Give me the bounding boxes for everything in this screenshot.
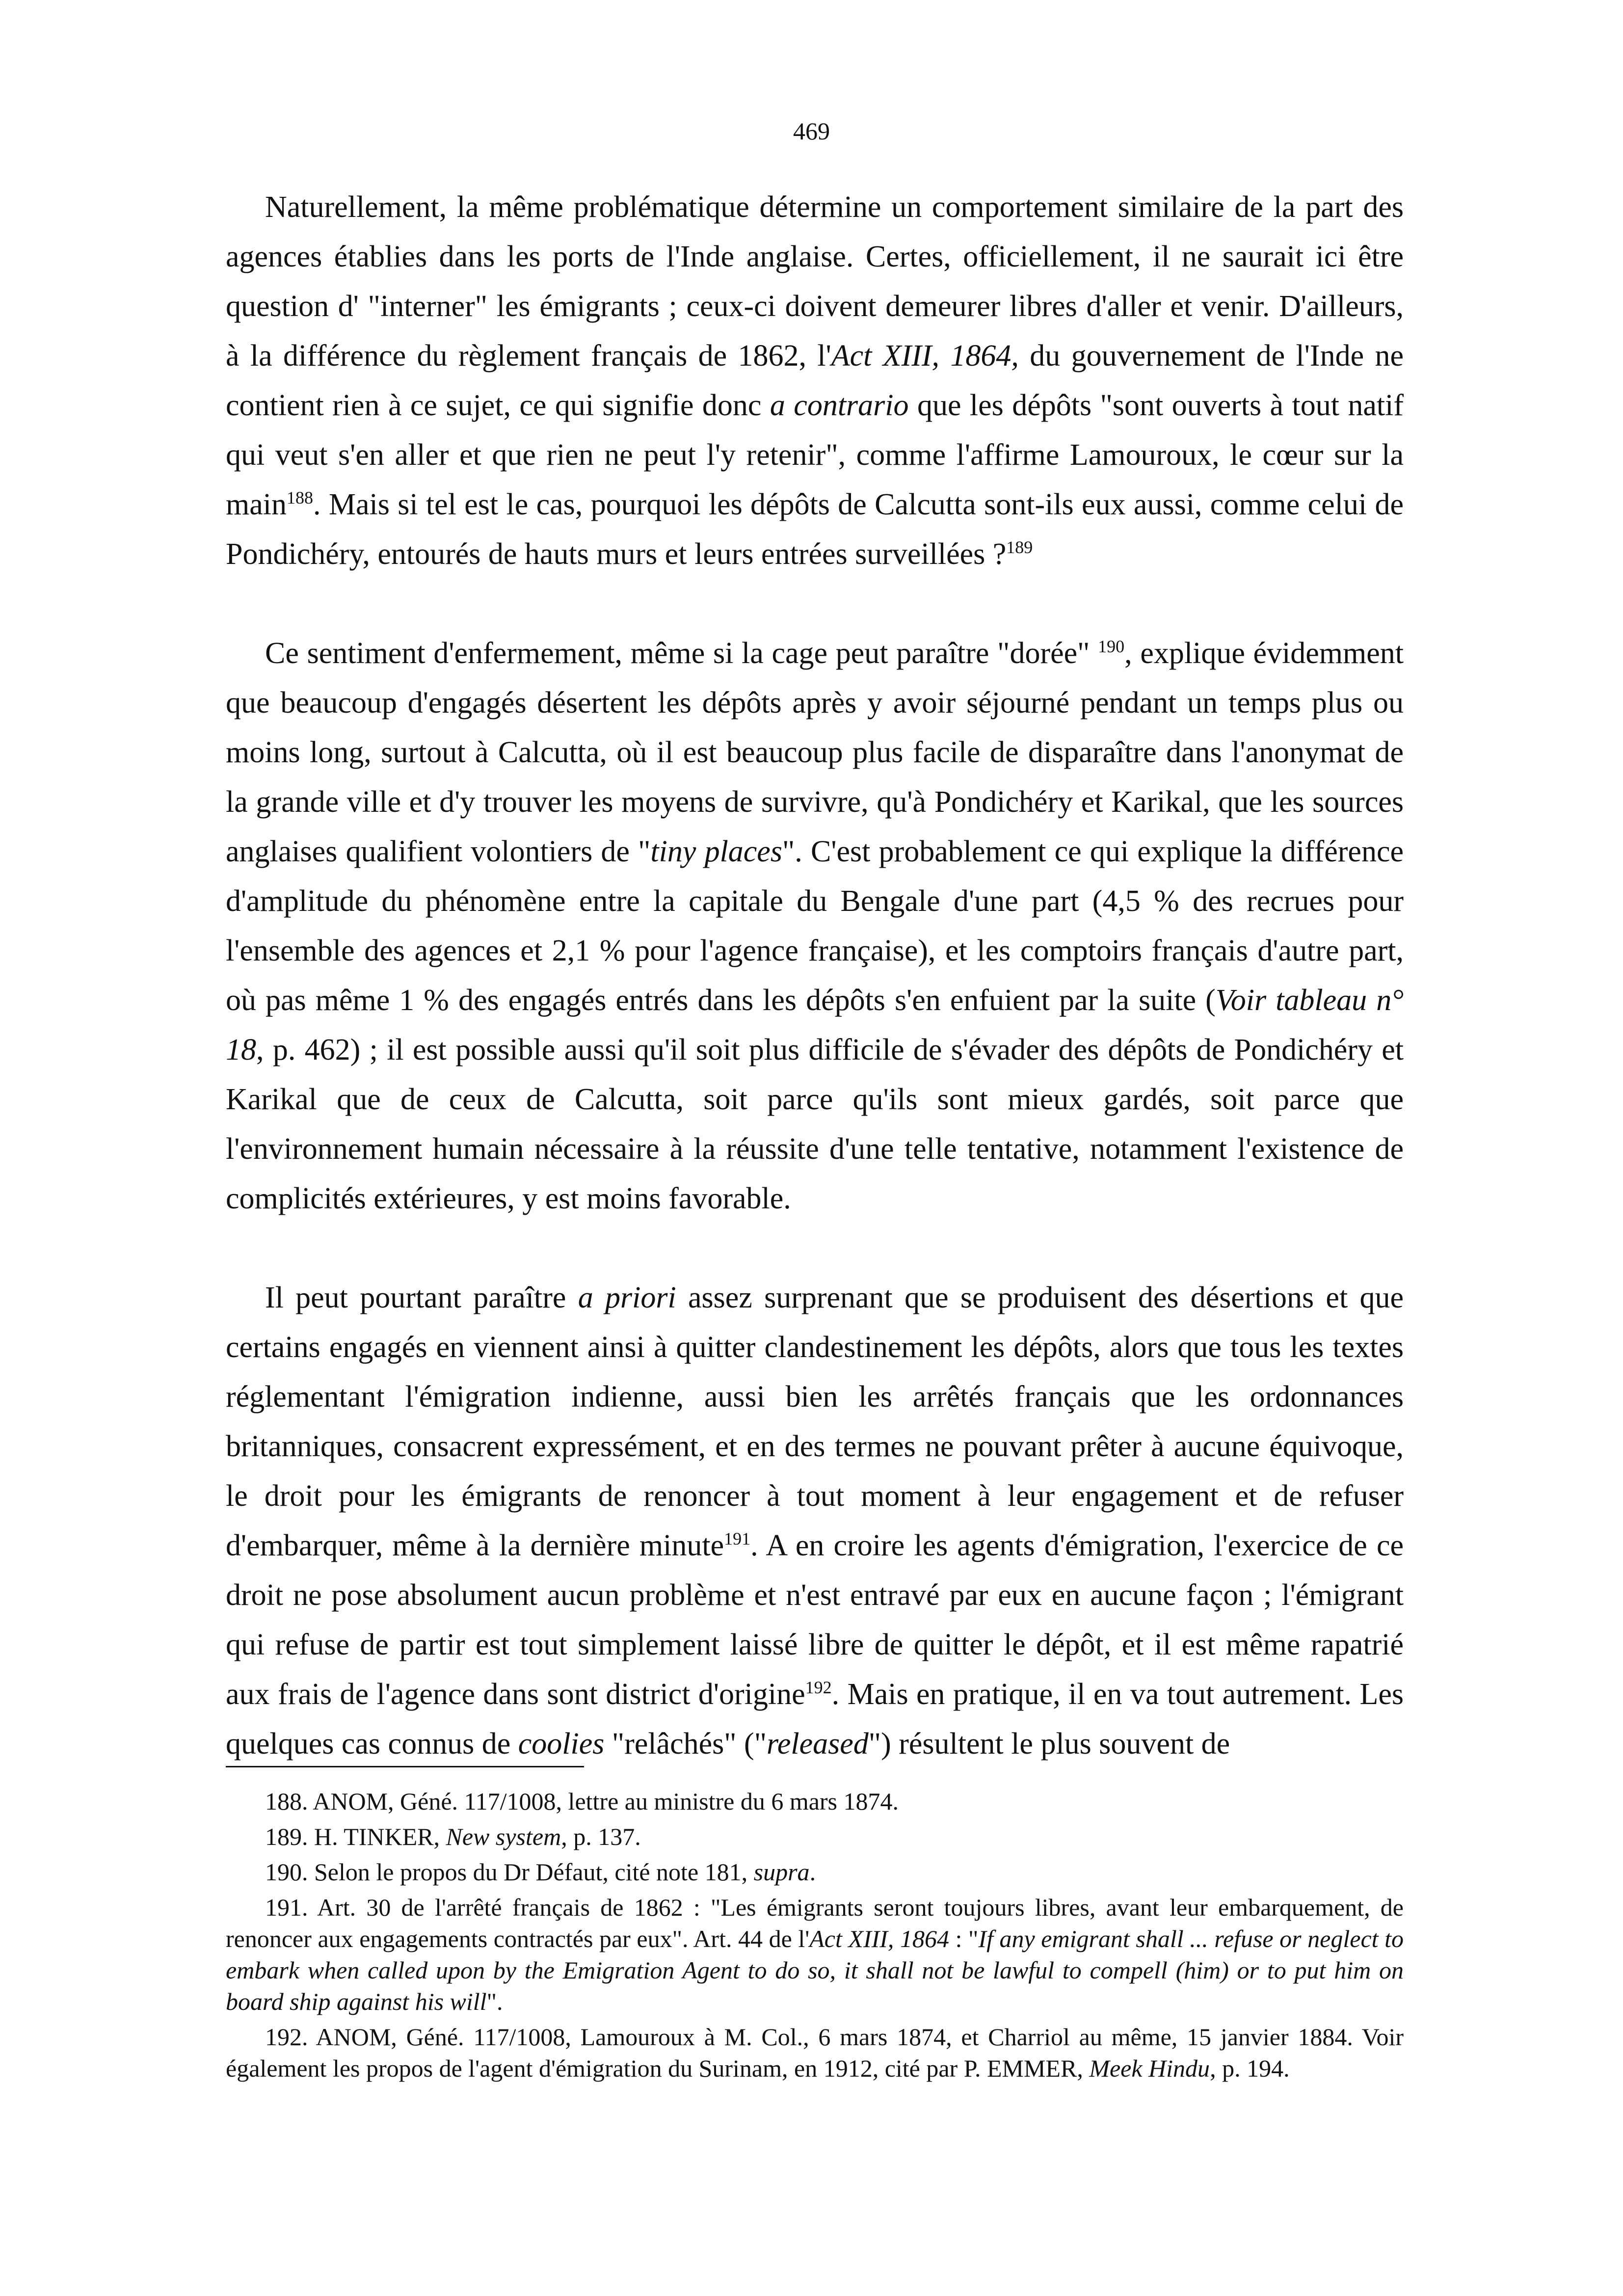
text-run: Naturellement, la même problématique détermine un comportement similaire de la part des agences établies dans les ports de l'Inde anglaise. Certes, officiellement, il ne saurait ici être question d' "interner" les émigrants ; ceux-ci doivent demeurer libres d'aller et venir. D'ailleurs, à la différence du règlement français de 1862, l' xyxy=(226,190,1404,373)
text-run: ". C'est probablement ce qui explique la différence d'amplitude du phénomène entre la capitale du Bengale d'une part (4,5 % des recrues pour l'ensemble des agences et 2,1 % pour l'agence française), et les comptoirs français d'autre part, où pas même 1 % des engagés entrés dans les dépôts s'en enfuient par la suite ( xyxy=(226,835,1404,1017)
footnote-separator xyxy=(226,1766,584,1767)
italic-text: supra xyxy=(753,1858,810,1886)
italic-text: Meek Hindu xyxy=(1089,2055,1210,2082)
text-run: "relâchés" (" xyxy=(604,1727,767,1761)
paragraph xyxy=(226,1273,1404,1769)
page-number: 469 xyxy=(793,117,830,145)
text-run: . A en croire les agents d'émigration, l'exercice de ce droit ne pose absolument aucun problème et n'est entravé par eux en aucune façon ; l'émigrant qui refuse de partir est tout simplement laissé libre de quitter le dépôt, et il est même rapatrié aux frais de l'agence dans sont district d'origine xyxy=(226,1529,1404,1711)
footnote-ref: 190 xyxy=(1098,637,1125,656)
footnote-ref: 188 xyxy=(286,488,313,507)
italic-text: Act XIII, 1864, xyxy=(831,339,1019,373)
text-run: , explique évidemment que beaucoup d'engagés désertent les dépôts après y avoir séjourné pendant un temps plus ou moins long, surtout à Calcutta, où il est beaucoup plus facile de disparaître dans l'anonymat de la grande ville et d'y trouver les moyens de survivre, qu'à Pondichéry et Karikal, que les sources anglaises qualifient volontiers de " xyxy=(226,637,1404,868)
paragraph xyxy=(226,183,1404,579)
footnote-188 xyxy=(226,1786,1404,1817)
footnotes xyxy=(226,1786,1404,2088)
text-run: 188. ANOM, Géné. 117/1008, lettre au ministre du 6 mars 1874. xyxy=(265,1788,899,1815)
text-run: 189. H. TINKER, xyxy=(265,1823,446,1850)
footnote-ref: 189 xyxy=(1006,537,1033,557)
text-run: assez surprenant que se produisent des désertions et que certains engagés en viennent ainsi à quitter clandestinement les dépôts, alors que tous les textes réglementant l'émigration indienne, aussi bien les arrêtés français que les ordonnances britanniques, consacrent expressément, et en des termes ne pouvant prêter à aucune équivoque, le droit pour les émigrants de renoncer à tout moment à leur engagement et de refuser d'embarquer, même à la dernière minute xyxy=(226,1281,1404,1562)
text-run: du gouvernement de l'Inde ne contient rien à ce sujet, ce qui signifie donc xyxy=(226,339,1404,422)
italic-text: coolies xyxy=(518,1727,605,1761)
footnote-192 xyxy=(226,2021,1404,2084)
italic-text: Act XIII, 1864 xyxy=(809,1925,949,1952)
footnote-190 xyxy=(226,1856,1404,1888)
italic-text: Voir tableau n° 18 xyxy=(226,984,1404,1067)
italic-text: a contrario xyxy=(770,389,909,422)
text-run: , p. 137. xyxy=(561,1823,641,1850)
paragraph xyxy=(226,629,1404,1224)
footnote-191 xyxy=(226,1892,1404,2017)
italic-text: New system xyxy=(446,1823,561,1850)
italic-text: released xyxy=(767,1727,869,1761)
text-run: Ce sentiment d'enfermement, même si la cage peut paraître "dorée" xyxy=(265,637,1098,670)
footnote-ref: 192 xyxy=(805,1678,832,1697)
text-run: ". xyxy=(486,1988,503,2015)
text-run: 191. Art. 30 de l'arrêté français de 1862 : "Les émigrants seront toujours libres, avant leur embarquement, de renoncer aux engagements contractés par eux". Art. 44 de l' xyxy=(226,1894,1404,1952)
text-run: . Mais si tel est le cas, pourquoi les dépôts de Calcutta sont-ils eux aussi, comme celui de Pondichéry, entourés de hauts murs et leurs entrées surveillées ? xyxy=(226,488,1404,571)
footnote-ref: 191 xyxy=(724,1529,751,1548)
italic-text: a priori xyxy=(578,1281,676,1314)
italic-text: If any emigrant shall ... refuse or neglect to embark when called upon by the Emigration Agent to do so, it shall not be lawful to compell (him) or to put him on board ship against his will xyxy=(226,1925,1404,2015)
footnote-189 xyxy=(226,1821,1404,1852)
text-run: 190. Selon le propos du Dr Défaut, cité note 181, xyxy=(265,1858,754,1886)
text-run: . Mais en pratique, il en va tout autrement. Les quelques cas connus de xyxy=(226,1678,1404,1761)
text-run: , p. 194. xyxy=(1210,2055,1290,2082)
italic-text: tiny places xyxy=(650,835,782,868)
text-run: . xyxy=(809,1858,816,1886)
text-run: Il peut pourtant paraître xyxy=(265,1281,578,1314)
text-run: 192. ANOM, Géné. 117/1008, Lamouroux à M. Col., 6 mars 1874, et Charriol au même, 15 janvier 1884. Voir également les propos de l'agent d'émigration du Surinam, en 1912, cité par P. EMMER, xyxy=(226,2023,1404,2082)
text-run: : " xyxy=(949,1925,979,1952)
text-run: ") résultent le plus souvent de xyxy=(868,1727,1230,1761)
body-text xyxy=(226,183,1404,1769)
text-run: , p. 462) ; il est possible aussi qu'il soit plus difficile de s'évader des dépôts de Pondichéry et Karikal que de ceux de Calcutta, soit parce qu'ils sont mieux gardés, soit parce que l'environnement humain nécessaire à la réussite d'une telle tentative, notamment l'existence de complicités extérieures, y est moins favorable. xyxy=(226,1033,1404,1215)
text-run: que les dépôts "sont ouverts à tout natif qui veut s'en aller et que rien ne peut l'y retenir", comme l'affirme Lamouroux, le cœur sur la main xyxy=(226,389,1404,521)
